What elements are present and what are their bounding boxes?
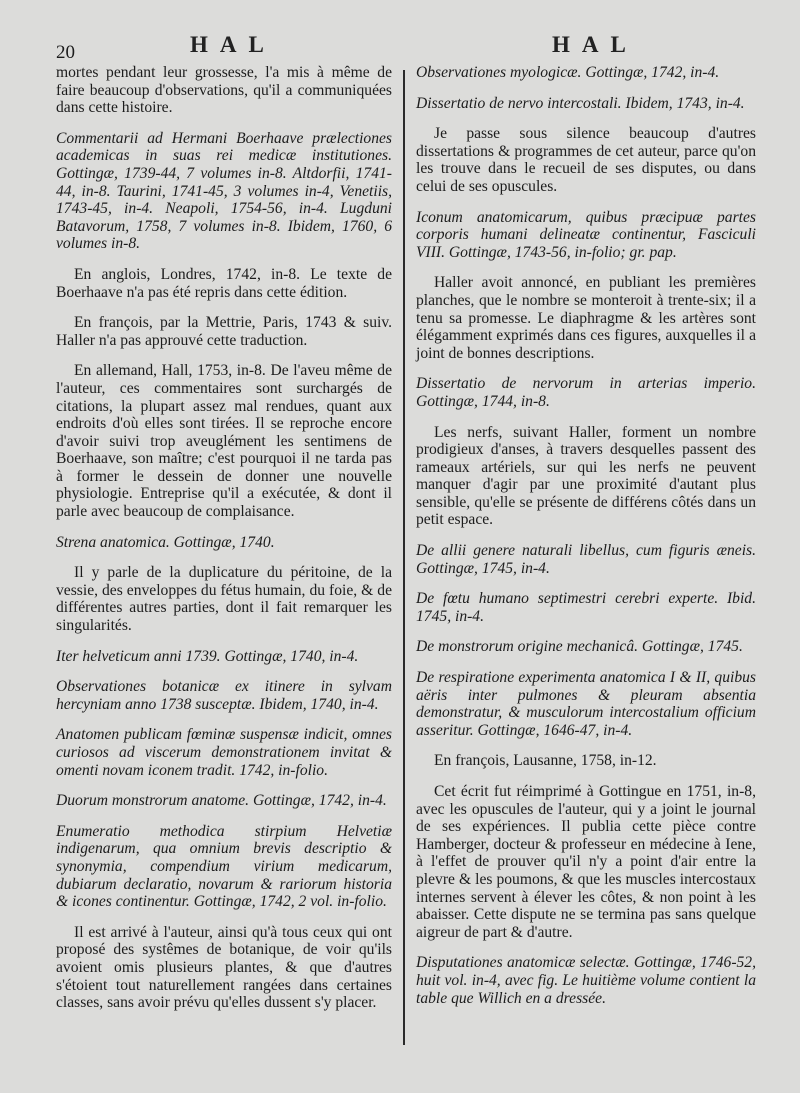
bibliography-entry: Observationes botanicæ ex itinere in sylvam hercyniam anno 1738 susceptæ. Ibidem, 1740, in-4. bbox=[56, 678, 392, 713]
commentary-paragraph: mortes pendant leur grossesse, l'a mis à même de faire beaucoup d'observations, qu'il a communiquées dans cette histoire. bbox=[56, 64, 392, 117]
commentary-paragraph: Cet écrit fut réimprimé à Gottingue en 1751, in-8, avec les opuscules de l'auteur, qui y a joint le journal de ses expériences. Il publia cette pièce contre Hamberger, docteur & professeur en médecine à Iene, à l'effet de prouver qu'il n'y a point d'air entre la plevre & les poumons, & que les muscles intercostaux internes servent à élever les côtes, & non point à les abaisser. Cette dispute ne se termina pas sans quelque aigreur de part & d'autre. bbox=[416, 783, 756, 941]
commentary-paragraph: Il est arrivé à l'auteur, ainsi qu'à tous ceux qui ont proposé des systêmes de botanique, de voir qu'ils avoient omis plusieurs plantes, & que d'autres s'étoient tout naturellement rangées dans certaines classes, sans avoir prévu qu'elles dussent s'y placer. bbox=[56, 923, 392, 1012]
running-head-right: HAL bbox=[552, 32, 638, 57]
commentary-paragraph: En françois, par la Mettrie, Paris, 1743 & suiv. Haller n'a pas approuvé cette traduction. bbox=[56, 314, 392, 349]
bibliography-entry: Enumeratio methodica stirpium Helvetiæ indigenarum, qua omnium brevis descriptio & synonymia, compendium virium medicarum, dubiarum declaratio, novarum & rariorum historia & icones continentur. Gottingæ, 1742, 2 vol. in-folio. bbox=[56, 822, 392, 911]
commentary-paragraph: En allemand, Hall, 1753, in-8. De l'aveu même de l'auteur, ces commentaires sont surchargés de citations, la plupart assez mal rendues, quant aux endroits d'où elles sont tirées. Il se reproche encore d'avoir suivi trop aveuglément les sentimens de Boerhaave, son maître; c'est pourquoi il ne tarda pas à former le dessein de donner une nouvelle physiologie. Entreprise qu'il a exécutée, & dont il parle avec beaucoup de complaisance. bbox=[56, 362, 392, 521]
bibliography-entry: Dissertatio de nervo intercostali. Ibidem, 1743, in-4. bbox=[416, 94, 745, 112]
commentary-paragraph: En anglois, Londres, 1742, in-8. Le texte de Boerhaave n'a pas été repris dans cette édition. bbox=[56, 265, 392, 301]
bibliography-entry: Strena anatomica. Gottingæ, 1740. bbox=[56, 533, 275, 551]
bibliography-entry: Observationes myologicæ. Gottingæ, 1742, in-4. bbox=[416, 64, 720, 81]
commentary-paragraph: Je passe sous silence beaucoup d'autres dissertations & programmes de cet auteur, parce qu'on les trouve dans le recueil de ses disputes, ou dans celui de ses opuscules. bbox=[416, 125, 756, 195]
bibliography-entry: De respiratione experimenta anatomica I & II, quibus aëris inter pulmones & pleuram absentia demonstratur, & musculorum intercostalium officium asseritur. Gottingæ, 1646-47, in-4. bbox=[416, 669, 756, 739]
commentary-paragraph: En françois, Lausanne, 1758, in-12. bbox=[434, 752, 657, 770]
bibliography-entry: De allii genere naturali libellus, cum figuris æneis. Gottingæ, 1745, in-4. bbox=[416, 542, 756, 577]
bibliography-entry: Dissertatio de nervorum in arterias imperio. Gottingæ, 1744, in-8. bbox=[416, 375, 756, 410]
bibliography-entry: Commentarii ad Hermani Boerhaave prælectiones academicas in suas rei medicæ institutiones. Gottingæ, 1739-44, 7 volumes in-8. Altdorfii, 1741-44, in-8. Taurini, 1741-45, 3 volumes in-4, Venetiis, 1743-45, in-4. Neapoli, 1754-56, in-4. Lugduni Batavorum, 1758, 7 volumes in-8. Ibidem, 1760, 6 volumes in-8. bbox=[56, 129, 392, 253]
commentary-paragraph: Les nerfs, suivant Haller, forment un nombre prodigieux d'anses, à travers desquelles passent des rameaux artériels, sur qui les nerfs ne peuvent manquer d'agir par une proximité d'autant plus sensible, qu'elle se présente de différens côtés dans un petit espace. bbox=[416, 423, 756, 529]
left-column bbox=[56, 64, 392, 1025]
bibliography-entry: De fœtu humano septimestri cerebri experte. Ibid. 1745, in-4. bbox=[416, 590, 756, 625]
running-head-left: HAL bbox=[190, 32, 276, 57]
bibliography-entry: Iconum anatomicarum, quibus præcipuæ partes corporis humani delineatæ continentur, Fasciculi VIII. Gottingæ, 1743-56, in-folio; gr. pap. bbox=[416, 208, 756, 261]
bibliography-entry: Iter helveticum anni 1739. Gottingæ, 1740, in-4. bbox=[56, 647, 359, 665]
bibliography-entry: De monstrorum origine mechanicâ. Gottingæ, 1745. bbox=[416, 638, 743, 656]
column-divider bbox=[403, 70, 405, 1045]
right-column bbox=[416, 64, 756, 1020]
commentary-paragraph: Il y parle de la duplicature du péritoine, de la vessie, des enveloppes du fétus humain, du foie, & de différentes autres parties, dont il fait remarquer les singularités. bbox=[56, 564, 392, 635]
bibliography-entry: Disputationes anatomicæ selectæ. Gottingæ, 1746-52, huit vol. in-4, avec fig. Le huitième volume contient la table que Willich en a dressée. bbox=[416, 954, 756, 1007]
bibliography-entry: Duorum monstrorum anatome. Gottingæ, 1742, in-4. bbox=[56, 792, 387, 810]
bibliography-entry: Anatomen publicam fœminæ suspensæ indicit, omnes curiosos ad viscerum demonstrationem invitat & omenti novam iconem tradit. 1742, in-folio. bbox=[56, 726, 392, 779]
commentary-paragraph: Haller avoit annoncé, en publiant les premières planches, que le nombre se monteroit à trente-six; il a tenu sa promesse. Le diaphragme & les artères sont élégamment exprimés dans ces figures, auxquelles il a joint de bonnes descriptions. bbox=[416, 274, 756, 362]
page-number: 20 bbox=[56, 42, 75, 63]
